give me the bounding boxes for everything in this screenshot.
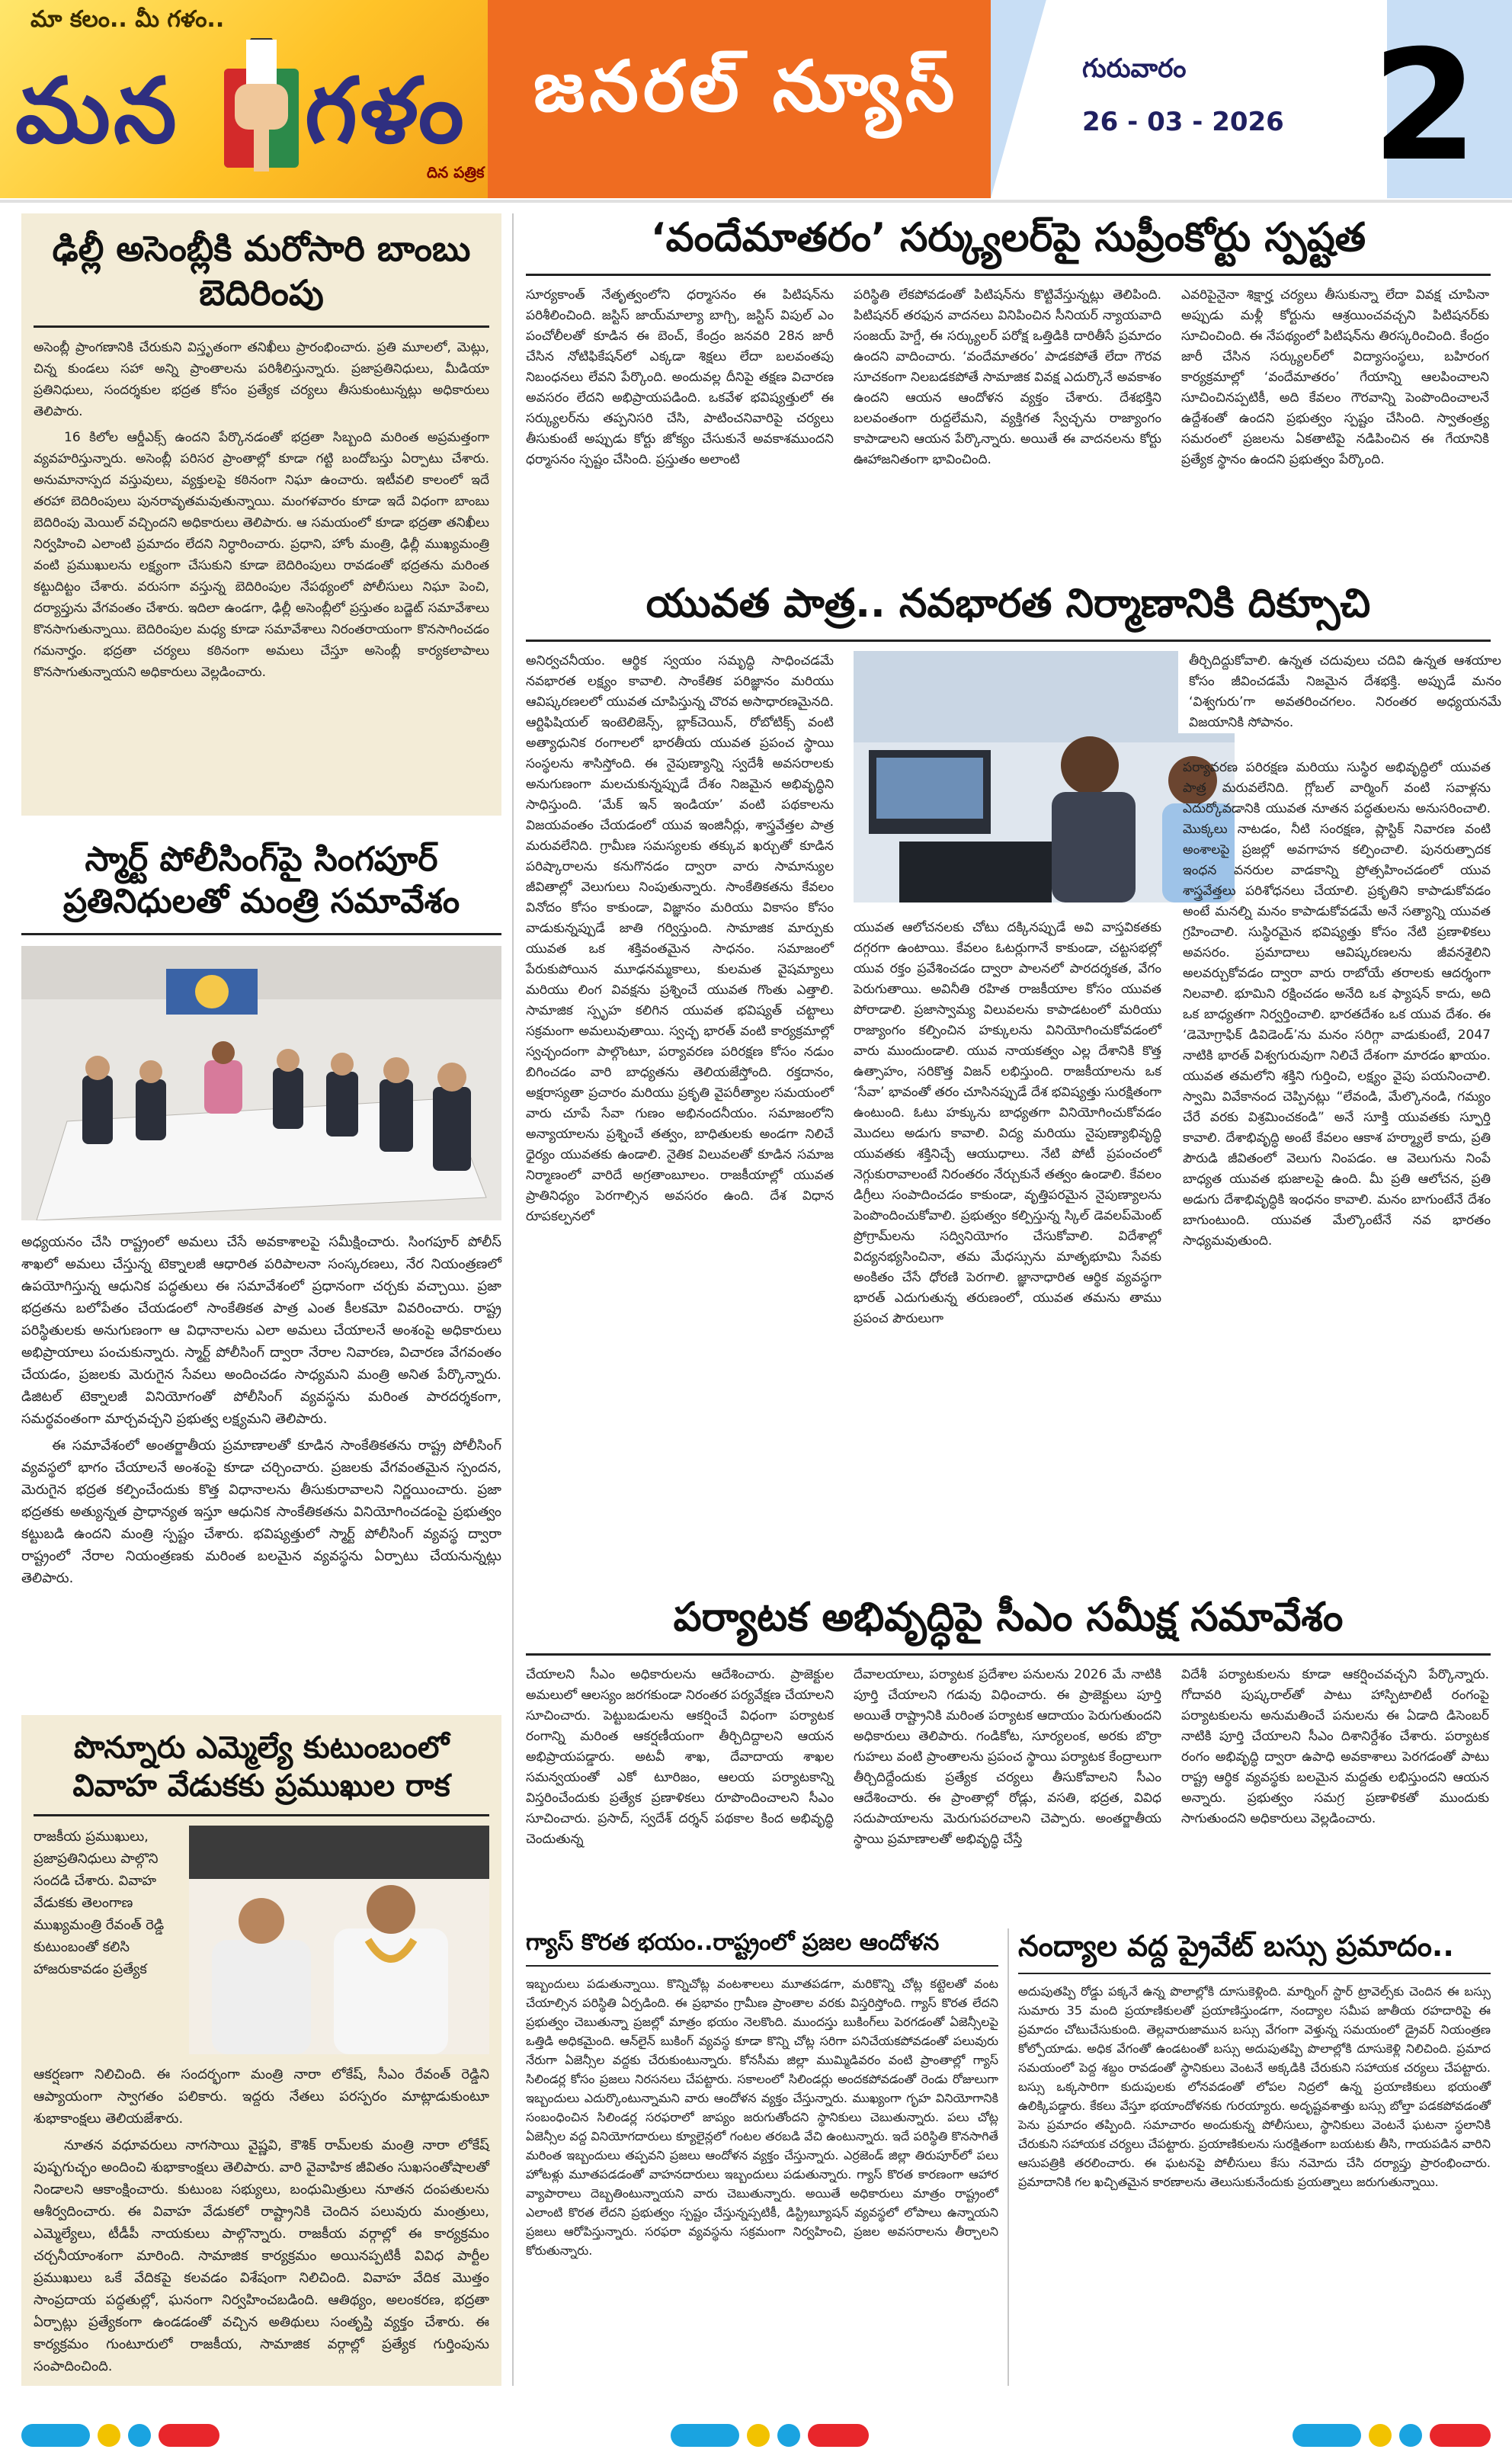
page-number: 2 xyxy=(1372,18,1478,195)
wedding-body-top: రాజకీయ ప్రముఖులు, ప్రజాప్రతినిధులు పాల్గొని సందడి చేశారు. వివాహ వేడుకకు తెలంగాణ ముఖ్యమంత్రి రేవంత్ రెడ్డి కుటుంబంతో కలిసి హాజరుకావడం ప్రత్యేక xyxy=(34,1829,165,1977)
wedding-body xyxy=(34,2063,489,2377)
delhi-para: అసెంబ్లీ ప్రాంగణానికి చేరుకుని విస్తృతంగా తనిఖీలు ప్రారంభించారు. ప్రతి మూలలో, మెట్లు, చిన్న కుండలు సహా అన్ని ప్రాంతాలను పరిశీలిస్తున్నారు. ప్రజాప్రతినిధులు, మీడియా ప్రతినిధులు, సందర్శకుల భద్రత కోసం ప్రత్యేక చర్యలు తీసుకుంటున్నట్లు అధికారులు తెలిపారు. xyxy=(34,340,489,419)
nandyal-body: అదుపుతప్పి రోడ్డు పక్కనే ఉన్న పొలాల్లోకి దూసుకెళ్లింది. మార్నింగ్ స్టార్ ట్రావెల్స్‌కు చెందిన ఈ బస్సు సుమారు 35 మంది ప్రయాణికులతో ప్రయాణిస్తుండగా, నంద్యాల సమీప జాతీయ రహదారిపై ఈ ప్రమాదం చోటుచేసుకుంది. తెల్లవారుజామున బస్సు వేగంగా వెళ్తున్న సమయంలో డ్రైవర్ నియంత్రణ కోల్పోయాడు. అధిక వేగంతో ఉండటంతో బస్సు అదుపుతప్పి పొలాల్లోకి దూసుకెళ్లి నిలిచింది. ప్రమాద సమయంలో పెద్ద శబ్దం రావడంతో స్థానికులు వెంటనే అక్కడికి చేరుకుని సహాయక చర్యలు చేపట్టారు. బస్సు ఒక్కసారిగా కుదుపులకు లోనవడంతో లోపల నిద్రలో ఉన్న ప్రయాణికులు భయంతో ఉలిక్కిపడ్డారు. కేకలు వేస్తూ భయాందోళనకు గురయ్యారు. అదృష్టవశాత్తు బస్సు బోల్తా పడకపోవడంతో పెను ప్రమాదం తప్పింది. సమాచారం అందుకున్న పోలీసులు, స్థానికులు వెంటనే ఘటనా స్థలానికి చేరుకుని సహాయక చర్యలు చేపట్టారు. ప్రయాణికులను సురక్షితంగా బయటకు తీసి, గాయపడిన వారిని ఆసుపత్రికి తరలించారు. ఈ ఘటనపై పోలీసులు కేసు నమోదు చేసి దర్యాప్తు ప్రారంభించారు. ప్రమాదానికి గల ఖచ్చితమైన కారణాలను తెలుసుకునేందుకు ప్రయత్నాలు జరుగుతున్నాయి. xyxy=(1018,1983,1491,2189)
delhi-rule xyxy=(34,325,489,328)
gas-article xyxy=(526,1928,998,2393)
policing-article xyxy=(21,831,501,1700)
youth-photo xyxy=(854,651,1235,902)
date-strip xyxy=(991,0,1387,198)
footer-dots-right xyxy=(1293,2424,1491,2447)
footer-dot xyxy=(98,2424,120,2447)
nandyal-rule xyxy=(1018,1973,1491,1974)
footer-dot xyxy=(128,2424,151,2447)
vande-article xyxy=(526,213,1491,564)
gas-headline: గ్యాస్ కొరత భయం..రాష్ట్రంలో ప్రజల ఆందోళన xyxy=(526,1929,940,1956)
wedding-headline: పొన్నూరు ఎమ్మెల్యే కుటుంబంలో వివాహ వేడుకకు ప్రముఖుల రాక xyxy=(72,1730,450,1803)
nandyal-headline: నంద్యాల వద్ద ప్రైవేట్ బస్సు ప్రమాదం.. xyxy=(1018,1929,1454,1963)
footer-dot xyxy=(1369,2424,1392,2447)
tourism-article xyxy=(526,1593,1491,1913)
policing-para: ఈ సమావేశంలో అంతర్జాతీయ ప్రమాణాలతో కూడిన సాంకేతికతను రాష్ట్ర పోలీసింగ్ వ్యవస్థలో భాగం చేయాలనే అంశంపై కూడా చర్చించారు. ప్రజలకు వేగవంతమైన స్పందన, మెరుగైన భద్రత కల్పించేందుకు కొత్త విధానాలను తీసుకురావాలని నిర్ణయించారు. ప్రజా భద్రతకు అత్యున్నత ప్రాధాన్యత ఇస్తూ ఆధునిక సాంకేతికతను వినియోగించడంపై ప్రభుత్వం కట్టుబడి ఉందని మంత్రి స్పష్టం చేశారు. భవిష్యత్తులో స్మార్ట్ పోలీసింగ్ వ్యవస్థ ద్వారా రాష్ట్రంలో నేరాల నియంత్రణకు మరింత బలమైన వ్యవస్థను ఏర్పాటు చేయనున్నట్లు తెలిపారు. xyxy=(21,1438,501,1586)
tourism-headline: పర్యాటక అభివృద్ధిపై సీఎం సమీక్ష సమావేశం xyxy=(673,1595,1344,1640)
youth-rule xyxy=(526,640,1491,642)
wedding-photo xyxy=(189,1826,489,2054)
footer-pill xyxy=(159,2424,219,2447)
section-title: జనరల్ న్యూస్ xyxy=(533,46,959,127)
tourism-col3: విదేశీ పర్యాటకులను కూడా ఆకర్షించవచ్చని పేర్కొన్నారు. గోదావరి పుష్కరాల్‌తో పాటు హాస్పిటాలిటీ రంగంపై పర్యాటకులను అనుమతించే పనులను ఈ ఏడాది డిసెంబర్ నాటికి పూర్తి చేయాలని సీఎం దిశానిర్దేశం చేశారు. పర్యాటక రంగం అభివృద్ధి ద్వారా ఉపాధి అవకాశాలు పెరగడంతో పాటు రాష్ట్ర ఆర్థిక వ్యవస్థకు బలమైన మద్దతు లభిస్తుందని ఆయన అన్నారు. ప్రభుత్వం సమగ్ర ప్రణాళికతో ముందుకు సాగుతుందని అధికారులు వెల్లడించారు. xyxy=(1181,1667,1489,1826)
tourism-col2: దేవాలయాలు, పర్యాటక ప్రదేశాల పనులను 2026 మే నాటికి పూర్తి చేయాలని గడువు విధించారు. ఈ ప్రాజెక్టులు పూర్తి అయితే రాష్ట్రానికి మరింత పర్యాటక ఆదాయం పెరుగుతుందని అధికారులు తెలిపారు. గండికోట, సూర్యలంక, అరకు బొర్రా గుహలు వంటి ప్రాంతాలను ప్రపంచ స్థాయి పర్యాటక కేంద్రాలుగా తీర్చిదిద్దేందుకు ప్రత్యేక చర్యలు తీసుకోవాలని సీఎం ఆదేశించారు. ఈ ప్రాంతాల్లో రోడ్లు, వసతి, భద్రత, వివిధ సదుపాయాలను మెరుగుపరచాలని చెప్పారు. అంతర్జాతీయ స్థాయి ప్రమాణాలతో అభివృద్ధి చేస్తే xyxy=(854,1667,1161,1847)
youth-article xyxy=(526,579,1501,1578)
brand-name-part1: మన xyxy=(15,58,180,163)
brand-name-part2: గళం xyxy=(305,58,467,163)
policing-photo xyxy=(21,946,501,1220)
youth-col3-top: తీర్చిదిద్దుకోవాలి. ఉన్నత చదువులు చదివి ఉన్నత ఆశయాల కోసం జీవించడమే నిజమైన దేశభక్తి. అప్పుడే మనం ‘విశ్వగురు’గా అవతరించగలం. నిరంతర అధ్యయనమే విజయానికి సోపానం. xyxy=(1178,651,1501,733)
policing-rule xyxy=(21,933,501,935)
paper-type: దిన పత్రిక xyxy=(427,163,485,181)
policing-body xyxy=(21,1231,501,1589)
gas-body: ఇబ్బందులు పడుతున్నాయి. కొన్నిచోట్ల వంటశాలలు మూతపడగా, మరికొన్ని చోట్ల కట్టెలతో వంట చేయాల్సిన పరిస్థితి ఏర్పడింది. ఈ ప్రభావం గ్రామీణ ప్రాంతాల వరకు విస్తరిస్తోంది. గ్యాస్ కొరత లేదని ప్రభుత్వం చెబుతున్నా ప్రజల్లో మాత్రం భయం నెలకొంది. ముందస్తు బుకింగ్‌లు పెరగడంతో ఏజెన్సీలపై ఒత్తిడి అధికమైంది. ఆన్‌లైన్ బుకింగ్ వ్యవస్థ కూడా కొన్ని చోట్ల సరిగా పనిచేయకపోవడంతో పలువురు నేరుగా ఏజెన్సీల వద్దకు చేరుకుంటున్నారు. కోనసీమ జిల్లా ముమ్మిడివరం వంటి ప్రాంతాల్లో గ్యాస్ సిలిండర్ల కోసం ప్రజలు నిరసనలు చేపట్టారు. సకాలంలో సిలిండర్లు అందకపోవడంతో రెండు రోజులుగా ఇబ్బందులు ఎదుర్కొంటున్నామని వారు ఆందోళన వ్యక్తం చేస్తున్నారు. ముఖ్యంగా గృహ వినియోగానికి సంబంధించిన సిలిండర్ల సరఫరాలో జాప్యం జరుగుతోందని స్థానికులు చెబుతున్నారు. పలు చోట్ల ఏజెన్సీల వద్ద వినియోగదారులు క్యూలైన్లలో గంటల తరబడి వేచి ఉంటున్నారు. ఇదే పరిస్థితి కొనసాగితే మరింత ఇబ్బందులు తప్పవని ప్రజలు ఆందోళన వ్యక్తం చేస్తున్నారు. ఎర్రజెండ్ జిల్లా తిరుపూర్‌లో పలు హోటళ్లు మూతపడడంతో వాహనదారులు ఇబ్బందులు పడుతున్నారు. గ్యాస్ కొరత కారణంగా ఆహార వ్యాపారాలు దెబ్బతింటున్నాయని వారు చెబుతున్నారు. అయితే అధికారులు మాత్రం రాష్ట్రంలో ఎలాంటి కొరత లేదని ప్రభుత్వం స్పష్టం చేస్తున్నప్పటికీ, డిస్ట్రిబ్యూషన్ వ్యవస్థలో లోపాలు ఉన్నాయని ప్రజలు ఆరోపిస్తున్నారు. సరఫరా వ్యవస్థను సక్రమంగా నిర్వహించి, ప్రజల అవసరాలను తీర్చాలని కోరుతున్నారు. xyxy=(526,1976,998,2258)
masthead-tagline: మా కలం.. మీ గళం.. xyxy=(30,6,225,33)
footer-pill xyxy=(671,2424,739,2447)
masthead-divider xyxy=(0,200,1512,203)
issue-date: 26 - 03 - 2026 xyxy=(1082,107,1284,137)
youth-headline: యువత పాత్ర.. నవభారత నిర్మాణానికి దిక్సూచి xyxy=(645,581,1371,627)
wedding-rule xyxy=(34,1814,489,1816)
wedding-para: నూతన వధూవరులు నాగసాయి వైష్ణవి, కౌశిక్ రామ్‌లకు మంత్రి నారా లోకేష్ పుష్పగుచ్ఛం అందించి శుభాకాంక్షలు తెలిపారు. వారి వైవాహిక జీవితం సుఖసంతోషాలతో నిండాలని ఆకాంక్షించారు. కుటుంబ సభ్యులు, బంధుమిత్రులు నూతన దంపతులను ఆశీర్వదించారు. ఈ వివాహ వేడుకలో రాష్ట్రానికి చెందిన పలువురు మంత్రులు, ఎమ్మెల్యేలు, టీడీపీ నాయకులు పాల్గొన్నారు. రాజకీయ వర్గాల్లో ఈ కార్యక్రమం చర్చనీయాంశంగా మారింది. సామాజిక కార్యక్రమం అయినప్పటికీ వివిధ పార్టీల ప్రముఖులు ఒకే వేదికపై కలవడం విశేషంగా నిలిచింది. వివాహ వేదిక మొత్తం సాంప్రదాయ పద్ధతుల్లో, ఘనంగా నిర్వహించబడింది. ఆతిథ్యం, అలంకరణ, భద్రతా ఏర్పాట్లు ప్రత్యేకంగా ఉండడంతో వచ్చిన అతిథులు సంతృప్తి వ్యక్తం చేశారు. ఈ కార్యక్రమం గుంటూరులో రాజకీయ, సామాజిక వర్గాల్లో ప్రత్యేక గుర్తింపును సంపాదించింది. xyxy=(34,2137,489,2374)
delhi-headline: ఢిల్లీ అసెంబ్లీకి మరోసారి బాంబు బెదిరింపు xyxy=(52,228,471,313)
policing-headline: స్మార్ట్ పోలీసింగ్‌పై సింగపూర్ ప్రతినిధులతో మంత్రి సమావేశం xyxy=(62,840,460,921)
gas-rule xyxy=(526,1965,998,1967)
youth-col1: అనిర్వచనీయం. ఆర్థిక స్వయం సమృద్ధి సాధించడమే నవభారత లక్ష్యం కావాలి. సాంకేతిక పరిజ్ఞానం మరియు ఆవిష్కరణలలో యువత చూపిస్తున్న చొరవ అసాధారణమైనది. ఆర్టిఫిషియల్ ఇంటెలిజెన్స్, బ్లాక్‌చెయిన్, రోబోటిక్స్ వంటి అత్యాధునిక రంగాలలో భారతీయ యువత ప్రపంచ స్థాయి సంస్థలను శాసిస్తోంది. ఈ నైపుణ్యాన్ని స్వదేశీ అవసరాలకు అనుగుణంగా మలచుకున్నప్పుడే దేశం నిజమైన అభివృద్ధిని సాధిస్తుంది. ‘మేక్ ఇన్ ఇండియా’ వంటి పథకాలను విజయవంతం చేయడంలో యువ ఇంజినీర్లు, శాస్త్రవేత్తల పాత్ర మరువలేనిది. గ్రామీణ సమస్యలకు తక్కువ ఖర్చుతో కూడిన పరిష్కారాలను కనుగొనడం ద్వారా వారు సామాన్యుల జీవితాల్లో వెలుగులు నింపుతున్నారు. సాంకేతికతను కేవలం వినోదం కోసం కాకుండా, విజ్ఞానం మరియు వికాసం కోసం వాడుకున్నప్పుడే జాతి గర్విస్తుంది. సామాజిక మార్పుకు యువత ఒక శక్తివంతమైన సాధనం. సమాజంలో పేరుకుపోయిన మూఢనమ్మకాలు, కులమత వైషమ్యాలు మరియు లింగ వివక్షను ప్రశ్నించే యువత గొంతు ఎత్తాలి. సామాజిక స్పృహ కలిగిన యువత భవిష్యత్ చట్టాలు సక్రమంగా అమలువుతాయి. స్వచ్ఛ భారత్ వంటి కార్యక్రమాల్లో స్వచ్ఛందంగా పాల్గొంటూ, పర్యావరణ పరిరక్షణ కోసం నడుం బిగించడం వారి బాధ్యతను తెలియజేస్తోంది. రక్తదానం, అక్షరాస్యతా ప్రచారం మరియు ప్రకృతి వైపరీత్యాల సమయంలో వారు చూపే సేవా గుణం అభినందనీయం. సమాజంలోని అన్యాయాలను ప్రశ్నించే తత్వం, బాధితులకు అండగా నిలిచే ధైర్యం యువతకు ఉండాలి. నైతిక విలువలతో కూడిన సమాజ నిర్మాణంలో వారిదే అగ్రతాంబూలం. రాజకీయాల్లో యువత ప్రాతినిధ్యం పెరగాల్సిన అవసరం ఉంది. దేశ విధాన రూపకల్పనలో xyxy=(526,653,834,1224)
vande-col2: పరిస్థితి లేకపోవడంతో పిటిషన్‌ను కొట్టివేస్తున్నట్లు తెలిపింది. పిటిషనర్ తరఫున వాదనలు వినిపించిన సీనియర్ న్యాయవాది సంజయ్ హెగ్డే, ఈ సర్క్యులర్ పరోక్ష ఒత్తిడికి దారితీసే ప్రమాదం ఉందని వాదించారు. ‘వందేమాతరం’ పాడకపోతే లేదా గౌరవ సూచకంగా నిలబడకపోతే సామాజిక వివక్ష ఎదుర్కొనే అవకాశం ఉందని ఆయన ఆందోళన వ్యక్తం చేశారు. దేశభక్తిని బలవంతంగా రుద్దలేమని, వ్యక్తిగత స్వేచ్ఛను రాజ్యాంగం కాపాడాలని ఆయన పేర్కొన్నారు. అయితే ఈ వాదనలను కోర్టు ఊహాజనితంగా భావించింది. xyxy=(854,287,1161,467)
footer-dot xyxy=(1399,2424,1422,2447)
nandyal-article xyxy=(1018,1928,1491,2393)
column-separator xyxy=(512,213,514,2386)
footer-dot xyxy=(777,2424,800,2447)
footer-dots-center xyxy=(671,2424,869,2447)
vande-col3: ఎవరిపైనైనా శిక్షార్హ చర్యలు తీసుకున్నా లేదా వివక్ష చూపినా అప్పుడు మళ్లీ కోర్టును ఆశ్రయించవచ్చని పిటిషనర్‌కు సూచించింది. ఈ నేపథ్యంలో పిటిషన్‌ను తిరస్కరించింది. కేంద్రం జారీ చేసిన సర్క్యులర్‌లో విద్యాసంస్థలు, బహిరంగ కార్యక్రమాల్లో ‘వందేమాతరం’ గేయాన్ని ఆలపించాలని సూచించినప్పటికీ, అది కేవలం గౌరవాన్ని పెంపొందించాలనే ఉద్దేశంతో ఉందని ప్రభుత్వం స్పష్టం చేసింది. స్వాతంత్ర్య సమరంలో ప్రజలను ఏకతాటిపై నడిపించిన ఈ గేయానికి ప్రత్యేక స్థానం ఉందని ప్రభుత్వం పేర్కొంది. xyxy=(1181,287,1489,467)
youth-col2: యువత ఆలోచనలకు చోటు దక్కినప్పుడే అవి వాస్తవికతకు దగ్గరగా ఉంటాయి. కేవలం ఓటర్లుగానే కాకుండా, చట్టసభల్లో యువ రక్తం ప్రవేశించడం ద్వారా పాలనలో పారదర్శకత, వేగం పెరుగుతాయి. అవినీతి రహిత రాజకీయాల కోసం యువత పోరాడాలి. ప్రజాస్వామ్య విలువలను కాపాడటంలో మరియు రాజ్యాంగం కల్పించిన హక్కులను వినియోగించుకోవడంలో వారు ముందుండాలి. యువ నాయకత్వం ఎల్ల దేశానికి కొత్త ఉత్సాహం, సరికొత్త విజన్ లభిస్తుంది. రాజకీయాలను ఒక ‘సేవా’ భావంతో తరం చూసినప్పుడే దేశ భవిష్యత్తు సురక్షితంగా ఉంటుంది. ఓటు హక్కును బాధ్యతగా వినియోగించుకోవడం మొదలు అడుగు కావాలి. విద్య మరియు నైపుణ్యాభివృద్ధి యువతకు శక్తినిచ్చే ఆయుధాలు. నేటి పోటీ ప్రపంచంలో నెగ్గుకురావాలంటే నిరంతరం నేర్చుకునే తత్వం ఉండాలి. కేవలం డిగ్రీలు సంపాదించడం కాకుండా, వృత్తిపరమైన నైపుణ్యాలను పెంపొందించుకోవాలి. ప్రభుత్వం కల్పిస్తున్న స్కిల్ డెవలప్‌మెంట్ ప్రోగ్రామ్‌లను సద్వినియోగం చేసుకోవాలి. విదేశాల్లో విద్యనభ్యసించినా, తమ మేధస్సును మాతృభూమి సేవకు అంకితం చేసే ధోరణి పెరగాలి. జ్ఞానాధారిత ఆర్థిక వ్యవస్థగా భారత్ ఎదుగుతున్న తరుణంలో, యువత తమను తాము ప్రపంచ పౌరులుగా xyxy=(854,920,1161,1326)
delhi-article xyxy=(21,213,501,816)
footer-pill xyxy=(808,2424,869,2447)
footer-pill xyxy=(21,2424,90,2447)
tourism-col1: చేయాలని సీఎం అధికారులను ఆదేశించారు. ప్రాజెక్టుల అమలులో ఆలస్యం జరగకుండా నిరంతర పర్యవేక్షణ చేయాలని సూచించారు. పెట్టుబడులను ఆకర్షించే విధంగా పర్యాటక రంగాన్ని మరింత ఆకర్షణీయంగా తీర్చిదిద్దాలని ఆయన అభిప్రాయపడ్డారు. అటవీ శాఖ, దేవాదాయ శాఖల సమన్వయంతో ఎకో టూరిజం, ఆలయ పర్యాటకాన్ని విస్తరించేందుకు ప్రత్యేక ప్రణాళికలు రూపొందించాలని సీఎం సూచించారు. ప్రసాద్, స్వదేశ్ దర్శన్ పథకాల కింద అభివృద్ధి చెందుతున్న xyxy=(526,1667,834,1847)
wedding-article xyxy=(21,1715,501,2386)
bottom-column-separator xyxy=(1007,1928,1009,2386)
footer-pill xyxy=(1430,2424,1491,2447)
policing-para: అధ్యయనం చేసి రాష్ట్రంలో అమలు చేసే అవకాశాలపై సమీక్షించారు. సింగపూర్ పోలీస్ శాఖలో అమలు చేస్తున్న టెక్నాలజీ ఆధారిత పరిపాలనా సంస్కరణలు, నేర నియంత్రణలో ఉపయోగిస్తున్న ఆధునిక పద్ధతులు ఈ సమావేశంలో ప్రధానంగా చర్చకు వచ్చాయి. ప్రజా భద్రతను బలోపేతం చేయడంలో సాంకేతికత పాత్ర ఎంత కీలకమో వివరించారు. రాష్ట్ర పరిస్థితులకు అనుగుణంగా ఆ విధానాలను ఎలా అమలు చేయాలనే అంశంపై అధికారులు అభిప్రాయాలు పంచుకున్నారు. స్మార్ట్ పోలీసింగ్ ద్వారా నేరాల నివారణ, విచారణ వేగవంతం చేయడం, ప్రజలకు మెరుగైన సేవలు అందించడం సాధ్యమని మంత్రి అనిత పేర్కొన్నారు. డిజిటల్ టెక్నాలజీ వినియోగంతో పోలీసింగ్ వ్యవస్థను మరింత పారదర్శకంగా, సమర్థవంతంగా మార్చవచ్చని ప్రభుత్వ లక్ష్యమని తెలిపారు. xyxy=(21,1234,501,1427)
vande-rule xyxy=(526,274,1491,276)
delhi-para: 16 కిలోల ఆర్డీఎక్స్ ఉందని పేర్కొనడంతో భద్రతా సిబ్బంది మరింత అప్రమత్తంగా వ్యవహరిస్తున్నారు. అసెంబ్లీ పరిసర ప్రాంతాల్లో కూడా గట్టి బందోబస్తు ఏర్పాటు చేశారు. అనుమానాస్పద వస్తువులు, వ్యక్తులపై కఠినంగా నిఘా ఉంచారు. ఇటీవలి కాలంలో ఇదే తరహా బెదిరింపులు పునరావృతమవుతున్నాయి. మంగళవారం కూడా ఇదే విధంగా బాంబు బెదిరింపు మెయిల్ వచ్చిందని అధికారులు తెలిపారు. ఆ సమయంలో కూడా భద్రతా తనిఖీలు నిర్వహించి ఎలాంటి ప్రమాదం లేదని నిర్ధారించారు. ప్రధాని, హోం మంత్రి, ఢిల్లీ ముఖ్యమంత్రి వంటి ప్రముఖులను లక్ష్యంగా చేసుకుని కూడా బెదిరింపులు రావడంతో భద్రతను మరింత కట్టుదిట్టం చేశారు. వరుసగా వస్తున్న బెదిరింపుల నేపథ్యంలో పోలీసులు నిఘా పెంచి, దర్యాప్తును వేగవంతం చేశారు. ఇదిలా ఉండగా, ఢిల్లీ అసెంబ్లీలో ప్రస్తుతం బడ్జెట్ సమావేశాలు కొనసాగుతున్నాయి. బెదిరింపుల మధ్య కూడా సమావేశాలు నిరంతరాయంగా కొనసాగించడం గమనార్హం. భద్రతా చర్యలు కఠినంగా అమలు చేస్తూ అసెంబ్లీ కార్యకలాపాలు కొనసాగుతున్నాయని అధికారులు వెల్లడించారు. xyxy=(34,430,489,680)
tourism-rule xyxy=(526,1653,1491,1656)
youth-col3: పర్యావరణ పరిరక్షణ మరియు సుస్థిర అభివృద్ధిలో యువత పాత్ర మరువలేనిది. గ్లోబల్ వార్మింగ్ వంటి సవాళ్లను ఎదుర్కోవడానికి యువత నూతన పద్ధతులను అనుసరించాలి. మొక్కలు నాటడం, నీటి సంరక్షణ, ప్లాస్టిక్ నివారణ వంటి అంశాలపై ప్రజల్లో అవగాహన కల్పించాలి. పునరుత్పాదక ఇంధన వనరుల వాడకాన్ని ప్రోత్సహించడంలో యువ శాస్త్రవేత్తలు పరిశోధనలు చేయాలి. ప్రకృతిని కాపాడుకోవడం అంటే మనల్ని మనం కాపాడుకోవడమే అనే సత్యాన్ని యువత గ్రహించాలి. సుస్థిరమైన భవిష్యత్తు కోసం నేటి ప్రణాళికలు అవసరం. ప్రమాదాలు ఆవిష్కరణలను జీవనశైలిని అలవర్చుకోవడం ద్వారా వారు రాబోయే తరాలకు ఆదర్శంగా నిలవాలి. భూమిని రక్షించడం అనేది ఒక ఫ్యాషన్ కాదు, అది ఒక బాధ్యతగా నిర్వర్తించాలి. భారతదేశం ఒక యువ దేశం. ఈ ‘డెమోగ్రాఫిక్ డివిడెండ్’ను మనం సరిగ్గా వాడుకుంటే, 2047 నాటికి భారత్ విశ్వగురువుగా నిలిచే దేశంగా మారడం ఖాయం. యువత తమలోని శక్తిని గుర్తించి, లక్ష్యం వైపు పయనించాలి. స్వామి వివేకానంద చెప్పినట్లు “లేవండి, మేల్కొనండి, గమ్యం చేరే వరకు విశ్రమించకండి” అనే సూక్తి యువతకు స్ఫూర్తి కావాలి. దేశాభివృద్ధి అంటే కేవలం ఆకాశ హర్మ్యాలే కాదు, ప్రతి పౌరుడి జీవితంలో వెలుగు నింపడం. ఆ వెలుగును నింపే బాధ్యత యువత భుజాలపై ఉంది. మీ ప్రతి ఆలోచన, ప్రతి అడుగు దేశాభివృద్ధికి ఇంధనం కావాలి. మనం బాగుంటేనే దేశం బాగుంటుంది. యువత మేల్కొంటేనే నవ భారతం సాధ్యమవుతుంది. xyxy=(1183,760,1491,1249)
vande-col1: సూర్యకాంత్ నేతృత్వంలోని ధర్మాసనం ఈ పిటిషన్‌ను పరిశీలించింది. జస్టిస్ జాయ్‌మాల్యా బాగ్చి, జస్టిస్ విపుల్ ఎం పంచోలీలతో కూడిన ఈ బెంచ్, కేంద్రం జనవరి 28న జారీ చేసిన నోటిఫికేషన్‌లో ఎక్కడా శిక్షలు లేదా బలవంతపు నిబంధనలు లేవని పేర్కొంది. అందువల్ల దీనిపై తక్షణ విచారణ అవసరం లేదని అభిప్రాయపడింది. ఒకవేళ భవిష్యత్తులో ఈ సర్క్యులర్‌ను తప్పనిసరి చేసి, పాటించనివారిపై చర్యలు తీసుకుంటే అప్పుడు కోర్టు జోక్యం చేసుకునే అవకాశముందని ధర్మాసనం స్పష్టం చేసింది. ప్రస్తుతం అలాంటి xyxy=(526,287,834,467)
footer-dots-left xyxy=(21,2424,219,2447)
weekday: గురువారం xyxy=(1082,53,1187,84)
raised-fist-pen-emblem xyxy=(219,38,303,175)
delhi-body xyxy=(34,337,489,683)
wedding-para: ఆకర్షణగా నిలిచింది. ఈ సందర్భంగా మంత్రి నారా లోకేష్, సీఎం రేవంత్ రెడ్డిని ఆప్యాయంగా స్వాగతం పలికారు. ఇద్దరు నేతలు పరస్పరం మాట్లాడుకుంటూ శుభాకాంక్షలు తెలియజేశారు. xyxy=(34,2066,489,2127)
footer-pill xyxy=(1293,2424,1361,2447)
vande-headline: ‘వందేమాతరం’ సర్క్యులర్‌పై సుప్రీంకోర్టు స్పష్టత xyxy=(650,215,1366,261)
footer-dot xyxy=(747,2424,770,2447)
